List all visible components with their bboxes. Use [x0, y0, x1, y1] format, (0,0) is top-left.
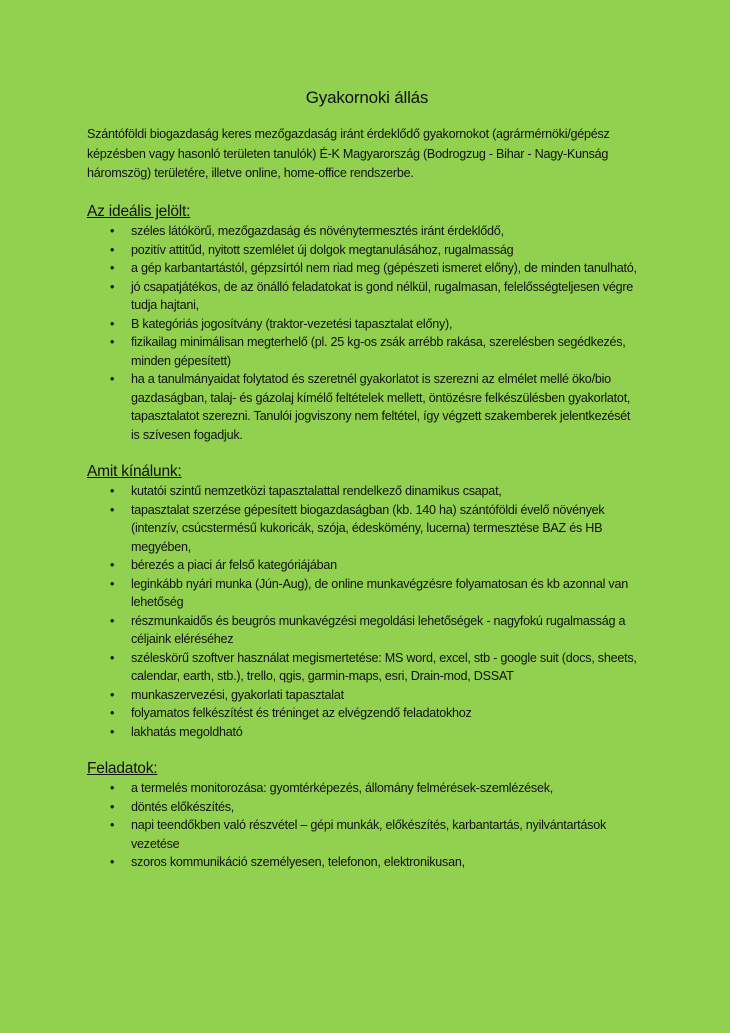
list-item: • szoros kommunikáció személyesen, telefonon, elektronikusan, — [131, 853, 647, 872]
list-item: • leginkább nyári munka (Jún-Aug), de online munkavégzésre folyamatosan és kb azonnal van lehetőség — [131, 575, 647, 612]
list-item: • ha a tanulmányaidat folytatod és szeretnél gyakorlatot is szerezni az elmélet mellé öko/bio gazdaságban, talaj- és gázolaj kímélő feltételek mellett, öntözésre felkészülésben gyakorlatot, tapasztalatot szerezni. Tanulói jogviszony nem feltétel, így végzett szakemberek jelentkezését is szívesen fogadjuk. — [131, 370, 647, 444]
tasks-list — [87, 779, 647, 872]
list-item: • pozitív attitűd, nyitott szemlélet új dolgok megtanulásához, rugalmasság — [131, 241, 647, 260]
tasks-heading: Feladatok: — [87, 760, 158, 778]
list-item: • kutatói szintű nemzetközi tapasztalattal rendelkező dinamikus csapat, — [131, 482, 647, 501]
list-item: • fizikailag minimálisan megterhelő (pl. 25 kg-os zsák arrébb rakása, szerelésben segédkezés, minden gépesített) — [131, 333, 647, 370]
offer-heading: Amit kínálunk: — [87, 463, 182, 481]
document-page — [87, 88, 647, 890]
list-item: • részmunkaidős és beugrós munkavégzési megoldási lehetőségek - nagyfokú rugalmasság a céljaink eléréséhez — [131, 612, 647, 649]
list-item: • folyamatos felkészítést és tréninget az elvégzendő feladatokhoz — [131, 704, 647, 723]
list-item: • lakhatás megoldható — [131, 723, 647, 742]
list-item: • jó csapatjátékos, de az önálló feladatokat is gond nélkül, rugalmasan, felelősségteljesen végre tudja hajtani, — [131, 278, 647, 315]
page-title: Gyakornoki állás — [305, 88, 429, 107]
intro-paragraph: Szántóföldi biogazdaság keres mezőgazdaság iránt érdeklődő gyakornokot (agrármérnöki/gépész képzésben vagy hasonló területen tanulók) É-K Magyarország (Bodrogzug - Bihar - Nagy-Kunság háromszög) területére, illetve online, home-office rendszerbe. — [87, 127, 610, 181]
list-item: • bérezés a piaci ár felső kategóriájában — [131, 556, 647, 575]
ideal-candidate-heading: Az ideális jelölt: — [87, 203, 191, 221]
list-item: • a gép karbantartástól, gépzsírtól nem riad meg (gépészeti ismeret előny), de minden tanulható, — [131, 259, 647, 278]
list-item: • tapasztalat szerzése gépesített biogazdaságban (kb. 140 ha) szántóföldi évelő növények (intenzív, csúcstermésű kukoricák, szója, édeskömény, lucerna) termesztése BAZ és HB megyében, — [131, 501, 647, 557]
list-item: • széleskörű szoftver használat megismertetése: MS word, excel, stb - google suit (docs, sheets, calendar, earth, stb.), trello, qgis, garmin-maps, esri, Drain-mod, DSSAT — [131, 649, 647, 686]
list-item: • döntés előkészítés, — [131, 798, 647, 817]
list-item: • B kategóriás jogosítvány (traktor-vezetési tapasztalat előny), — [131, 315, 647, 334]
list-item: • munkaszervezési, gyakorlati tapasztalat — [131, 686, 647, 705]
offer-list — [87, 482, 647, 741]
list-item: • a termelés monitorozása: gyomtérképezés, állomány felmérések-szemlézések, — [131, 779, 647, 798]
sections — [87, 202, 647, 872]
list-item: • széles látókörű, mezőgazdaság és növénytermesztés iránt érdeklődő, — [131, 222, 647, 241]
ideal-candidate-list — [87, 222, 647, 444]
list-item: • napi teendőkben való részvétel – gépi munkák, előkészítés, karbantartás, nyilvántartások vezetése — [131, 816, 647, 853]
